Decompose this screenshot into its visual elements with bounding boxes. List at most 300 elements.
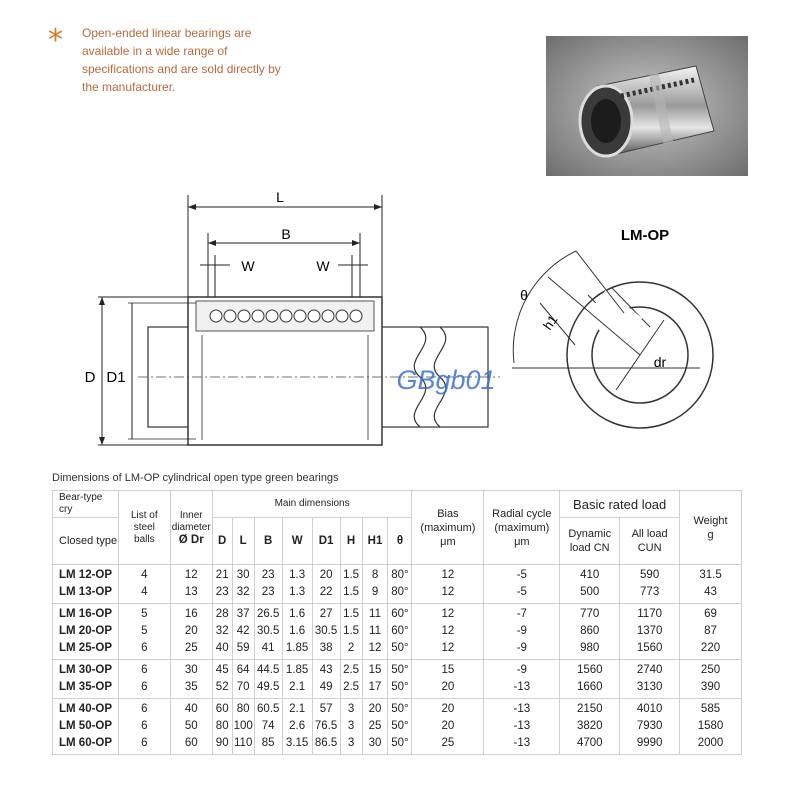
header-inner-diameter-line: Inner — [179, 509, 203, 521]
header-steel-balls-line: steel — [133, 521, 155, 533]
balls-value: 6 — [141, 664, 148, 676]
theta-value: 50° — [391, 703, 409, 715]
cell-L — [232, 660, 254, 699]
cell-B — [254, 565, 282, 604]
all-load-value: 3130 — [636, 681, 663, 693]
cell-dr — [170, 565, 212, 604]
cell-theta — [388, 699, 412, 755]
all-load-value: 773 — [640, 586, 660, 598]
weight-value: 250 — [700, 664, 721, 676]
W-value: 1.6 — [289, 625, 306, 637]
W-value: 3.15 — [285, 737, 309, 749]
D1-value: 49 — [319, 681, 333, 693]
H-value: 1.5 — [343, 608, 360, 620]
cell-B — [254, 604, 282, 660]
dynamic-value: 4700 — [576, 737, 603, 749]
model-value: LM 35-OP — [59, 681, 113, 693]
D1-value: 76.5 — [314, 720, 338, 732]
D-value: 28 — [215, 608, 229, 620]
weight-value: 69 — [704, 608, 717, 620]
header-steel-balls — [118, 491, 170, 565]
cell-dynamic — [560, 565, 620, 604]
dr-value: 50 — [184, 720, 198, 732]
arrow-icon — [208, 240, 216, 246]
dr-value: 16 — [184, 608, 198, 620]
H1-value: 12 — [368, 642, 382, 654]
radial-value: -13 — [513, 681, 531, 693]
model-value: LM 25-OP — [59, 642, 113, 654]
cell-radial — [484, 604, 560, 660]
header-dim-H: H — [340, 518, 362, 565]
B-value: 26.5 — [256, 608, 280, 620]
header-dim-B: B — [254, 518, 282, 565]
header-all-load-line: All load — [631, 528, 668, 540]
header-basic-rated-load: Basic rated load — [560, 491, 680, 518]
H-value: 1.5 — [343, 586, 360, 598]
model-value: LM 20-OP — [59, 625, 113, 637]
L-value: 100 — [233, 720, 253, 732]
theta-value: 50° — [391, 664, 409, 676]
all-load-value: 1560 — [636, 642, 663, 654]
weight-value: 390 — [700, 681, 721, 693]
cell-weight — [680, 565, 742, 604]
all-load-value: 590 — [640, 569, 660, 581]
cell-all-load — [620, 604, 680, 660]
weight-value: 31.5 — [699, 569, 722, 581]
weight-value: 1580 — [697, 720, 724, 732]
cell-D1 — [312, 660, 340, 699]
cell-W — [282, 699, 312, 755]
model-value: LM 12-OP — [59, 569, 113, 581]
W-value: 1.3 — [289, 569, 306, 581]
L-value: 80 — [236, 703, 250, 715]
balls-value: 6 — [141, 642, 148, 654]
radial-value: -9 — [516, 642, 527, 654]
B-value: 49.5 — [256, 681, 280, 693]
bearing-photo-illustration — [546, 36, 748, 176]
balls-value: 4 — [141, 586, 148, 598]
intro-line: Open-ended linear bearings are — [82, 26, 252, 40]
cell-theta — [388, 604, 412, 660]
L-value: 37 — [236, 608, 250, 620]
table-row — [53, 604, 742, 660]
weight-value: 2000 — [697, 737, 724, 749]
header-closed-type: Closed type — [53, 518, 119, 565]
model-value: LM 13-OP — [59, 586, 113, 598]
H1-value: 9 — [371, 586, 379, 598]
W-value: 2.6 — [289, 720, 306, 732]
asterisk-icon: * — [48, 23, 63, 58]
balls-value: 6 — [141, 720, 148, 732]
dim-D1-label: D1 — [106, 369, 126, 386]
D1-value: 38 — [319, 642, 333, 654]
D-value: 45 — [215, 664, 229, 676]
cell-theta — [388, 660, 412, 699]
header-dynamic-load — [560, 518, 620, 565]
radial-value: -5 — [516, 586, 527, 598]
bias-value: 20 — [441, 720, 455, 732]
dynamic-value: 980 — [580, 642, 600, 654]
bias-value: 12 — [441, 586, 455, 598]
model-value: LM 60-OP — [59, 737, 113, 749]
cell-W — [282, 604, 312, 660]
cell-radial — [484, 699, 560, 755]
L-value: 59 — [236, 642, 250, 654]
header-bias-line: Bias — [437, 507, 459, 520]
D1-value: 20 — [319, 569, 333, 581]
header-dim-D: D — [212, 518, 232, 565]
theta-value: 50° — [391, 642, 409, 654]
D-value: 90 — [215, 737, 229, 749]
radial-value: -7 — [516, 608, 527, 620]
dynamic-value: 1560 — [576, 664, 603, 676]
intro-line: specifications and are sold directly by — [82, 62, 281, 76]
cell-H — [340, 660, 362, 699]
ball-row — [210, 310, 362, 322]
theta-value: 50° — [391, 737, 409, 749]
theta-value: 50° — [391, 720, 409, 732]
bias-value: 20 — [441, 703, 455, 715]
intro-text — [82, 24, 322, 96]
radial-value: -5 — [516, 569, 527, 581]
B-value: 60.5 — [256, 703, 280, 715]
bias-value: 12 — [441, 608, 455, 620]
theta-value: 60° — [391, 608, 409, 620]
cell-weight — [680, 604, 742, 660]
table-caption: Dimensions of LM-OP cylindrical open type green bearings — [52, 472, 339, 484]
row-group — [53, 660, 742, 699]
H1-value: 11 — [369, 608, 381, 620]
cell-theta — [388, 565, 412, 604]
H-value: 2 — [347, 642, 355, 654]
H1-value: 8 — [371, 569, 379, 581]
cell-dr — [170, 660, 212, 699]
intro-line: available in a wide range of — [82, 44, 228, 58]
H1-value: 17 — [368, 681, 382, 693]
bias-value: 20 — [441, 681, 455, 693]
D1-value: 27 — [319, 608, 333, 620]
theta-value: 60° — [391, 625, 409, 637]
cell-dynamic — [560, 604, 620, 660]
H1-value: 30 — [368, 737, 382, 749]
cell-weight — [680, 660, 742, 699]
B-value: 85 — [261, 737, 275, 749]
dimensions-table — [52, 490, 742, 755]
H-value: 1.5 — [343, 569, 360, 581]
header-steel-balls-line: balls — [134, 533, 155, 545]
D1-value: 43 — [319, 664, 333, 676]
dr-value: 25 — [184, 642, 198, 654]
dynamic-value: 3820 — [576, 720, 603, 732]
cell-balls — [118, 565, 170, 604]
balls-value: 6 — [141, 703, 148, 715]
cell-D — [212, 565, 232, 604]
L-value: 110 — [234, 737, 253, 749]
model-value: LM 40-OP — [59, 703, 113, 715]
W-value: 1.85 — [285, 664, 309, 676]
H-value: 3 — [347, 737, 355, 749]
arrow-icon — [188, 204, 196, 210]
cell-balls — [118, 604, 170, 660]
cell-D1 — [312, 604, 340, 660]
header-radial-cycle — [484, 491, 560, 565]
B-value: 44.5 — [256, 664, 280, 676]
cell-all-load — [620, 660, 680, 699]
cell-bias — [412, 604, 484, 660]
h1-label: h1 — [540, 312, 561, 333]
bias-value: 25 — [441, 737, 455, 749]
H-value: 1.5 — [343, 625, 360, 637]
arrow-icon — [374, 204, 382, 210]
bias-value: 12 — [441, 642, 455, 654]
header-bias — [412, 491, 484, 565]
header-radial-line: (maximum) — [494, 521, 550, 534]
cell-dr — [170, 604, 212, 660]
all-load-value: 2740 — [636, 664, 663, 676]
radial-value: -9 — [516, 625, 527, 637]
all-load-value: 9990 — [636, 737, 663, 749]
cell-W — [282, 660, 312, 699]
D1-value: 57 — [319, 703, 333, 715]
header-inner-diameter — [170, 491, 212, 565]
B-value: 74 — [261, 720, 275, 732]
cell-H1 — [362, 660, 388, 699]
dim-W-right-label: W — [316, 258, 330, 274]
D-value: 60 — [215, 703, 229, 715]
cell-B — [254, 699, 282, 755]
header-steel-balls-line: List of — [130, 509, 158, 521]
cell-dynamic — [560, 660, 620, 699]
header-weight-line: Weight — [693, 514, 728, 527]
cell-L — [232, 565, 254, 604]
theta-value: 80° — [391, 569, 409, 581]
header-dim-theta: θ — [388, 518, 412, 565]
dr-value: 35 — [184, 681, 198, 693]
row-group — [53, 699, 742, 755]
header-dr-symbol: Ø Dr — [178, 533, 204, 546]
cell-B — [254, 660, 282, 699]
B-value: 23 — [261, 569, 275, 581]
cell-bias — [412, 660, 484, 699]
header-main-dimensions: Main dimensions — [212, 491, 412, 518]
dr-value: 12 — [184, 569, 198, 581]
cell-dynamic — [560, 699, 620, 755]
L-value: 42 — [236, 625, 250, 637]
dim-D-label: D — [84, 369, 96, 386]
header-all-load-line: CUN — [637, 542, 662, 554]
D-value: 40 — [215, 642, 229, 654]
header-weight-line: g — [707, 528, 714, 541]
cell-H — [340, 604, 362, 660]
cell-radial — [484, 660, 560, 699]
balls-value: 5 — [141, 625, 148, 637]
L-value: 70 — [236, 681, 250, 693]
header-all-load — [620, 518, 680, 565]
cell-W — [282, 565, 312, 604]
cell-H1 — [362, 565, 388, 604]
dimensions-table-wrapper — [52, 490, 742, 772]
D-value: 52 — [215, 681, 229, 693]
arrow-icon — [352, 240, 360, 246]
cell-model — [53, 604, 119, 660]
cell-H1 — [362, 604, 388, 660]
dim-W-left-label: W — [241, 258, 255, 274]
cell-H1 — [362, 699, 388, 755]
cell-H — [340, 699, 362, 755]
header-dynamic-line: load CN — [569, 542, 610, 554]
all-load-value: 1370 — [636, 625, 663, 637]
dr-value: 30 — [184, 664, 198, 676]
cell-balls — [118, 699, 170, 755]
dynamic-value: 1660 — [576, 681, 603, 693]
cell-model — [53, 699, 119, 755]
D-value: 23 — [215, 586, 229, 598]
row-group — [53, 565, 742, 604]
cell-weight — [680, 699, 742, 755]
header-weight — [680, 491, 742, 565]
H-value: 2.5 — [343, 681, 360, 693]
intro-line: the manufacturer. — [82, 80, 176, 94]
dr-value: 20 — [184, 625, 198, 637]
D1-value: 86.5 — [314, 737, 338, 749]
W-value: 1.85 — [285, 642, 309, 654]
dr-value: 60 — [184, 737, 198, 749]
H1-value: 25 — [368, 720, 382, 732]
all-load-value: 4010 — [636, 703, 663, 715]
dynamic-value: 500 — [580, 586, 600, 598]
cell-L — [232, 699, 254, 755]
balls-value: 4 — [141, 569, 148, 581]
B-value: 30.5 — [256, 625, 280, 637]
all-load-value: 7930 — [636, 720, 663, 732]
header-bias-line: (maximum) — [420, 521, 476, 534]
H1-value: 15 — [368, 664, 382, 676]
theta-arc — [513, 251, 576, 363]
W-value: 1.6 — [289, 608, 306, 620]
radial-value: -13 — [513, 720, 531, 732]
theta-value: 80° — [391, 586, 409, 598]
header-dim-L: L — [232, 518, 254, 565]
cell-H — [340, 565, 362, 604]
header-dynamic-line: Dynamic — [568, 528, 612, 540]
H-value: 3 — [347, 720, 355, 732]
dim-B-label: B — [281, 226, 291, 242]
header-dim-D1: D1 — [312, 518, 340, 565]
L-value: 64 — [236, 664, 250, 676]
model-value: LM 16-OP — [59, 608, 113, 620]
dr-value: 40 — [184, 703, 198, 715]
balls-value: 5 — [141, 608, 148, 620]
dynamic-value: 410 — [580, 569, 600, 581]
radial-value: -13 — [513, 737, 531, 749]
cell-all-load — [620, 699, 680, 755]
arrow-icon — [99, 297, 105, 305]
balls-value: 6 — [141, 737, 148, 749]
cell-D — [212, 660, 232, 699]
header-inner-diameter-line: diameter — [171, 521, 211, 533]
weight-value: 220 — [700, 642, 721, 654]
dynamic-value: 860 — [580, 625, 600, 637]
lmop-title: LM-OP — [620, 227, 670, 244]
dynamic-value: 2150 — [576, 703, 603, 715]
D1-value: 30.5 — [314, 625, 338, 637]
cell-D1 — [312, 699, 340, 755]
table-row — [53, 660, 742, 699]
weight-value: 87 — [704, 625, 717, 637]
B-value: 41 — [261, 642, 275, 654]
row-group — [53, 604, 742, 660]
theta-value: 50° — [391, 681, 409, 693]
table-row — [53, 699, 742, 755]
cell-bias — [412, 565, 484, 604]
W-value: 2.1 — [289, 681, 306, 693]
cell-D — [212, 699, 232, 755]
D-value: 32 — [215, 625, 229, 637]
D1-value: 22 — [319, 586, 333, 598]
header-dim-H1: H1 — [362, 518, 388, 565]
theta-label: θ — [520, 287, 528, 303]
L-value: 32 — [236, 586, 250, 598]
H-value: 2.5 — [343, 664, 360, 676]
cell-radial — [484, 565, 560, 604]
W-value: 2.1 — [289, 703, 306, 715]
dim-L-label: L — [276, 189, 284, 205]
H1-value: 11 — [369, 625, 381, 637]
weight-value: 585 — [700, 703, 721, 715]
H1-value: 20 — [368, 703, 382, 715]
model-value: LM 50-OP — [59, 720, 113, 732]
balls-value: 6 — [141, 681, 148, 693]
bias-value: 12 — [441, 625, 455, 637]
bias-value: 12 — [441, 569, 455, 581]
header-bear-type: Bear-type cry — [53, 491, 119, 518]
cell-D — [212, 604, 232, 660]
model-value: LM 30-OP — [59, 664, 113, 676]
dr-label: dr — [653, 354, 667, 370]
arrow-icon — [99, 437, 105, 445]
header-bias-line: μm — [440, 535, 456, 548]
cell-balls — [118, 660, 170, 699]
B-value: 23 — [261, 586, 275, 598]
cell-model — [53, 565, 119, 604]
W-value: 1.3 — [289, 586, 306, 598]
D-value: 21 — [215, 569, 229, 581]
table-row — [53, 565, 742, 604]
L-value: 30 — [236, 569, 250, 581]
header-radial-line: Radial cycle — [492, 507, 552, 520]
dynamic-value: 770 — [580, 608, 600, 620]
radial-value: -9 — [516, 664, 527, 676]
bias-value: 15 — [441, 664, 455, 676]
cell-all-load — [620, 565, 680, 604]
H-value: 3 — [347, 703, 355, 715]
cell-bias — [412, 699, 484, 755]
bearing-photo — [546, 36, 748, 176]
weight-value: 43 — [704, 586, 717, 598]
D-value: 80 — [215, 720, 229, 732]
radial-value: -13 — [513, 703, 531, 715]
cell-model — [53, 660, 119, 699]
cell-dr — [170, 699, 212, 755]
watermark: GBgb01 — [396, 365, 496, 395]
cell-L — [232, 604, 254, 660]
header-dim-W: W — [282, 518, 312, 565]
technical-drawing — [0, 185, 800, 460]
all-load-value: 1170 — [637, 608, 662, 620]
header-radial-line: μm — [514, 535, 530, 548]
cell-D1 — [312, 565, 340, 604]
dr-value: 13 — [184, 586, 198, 598]
